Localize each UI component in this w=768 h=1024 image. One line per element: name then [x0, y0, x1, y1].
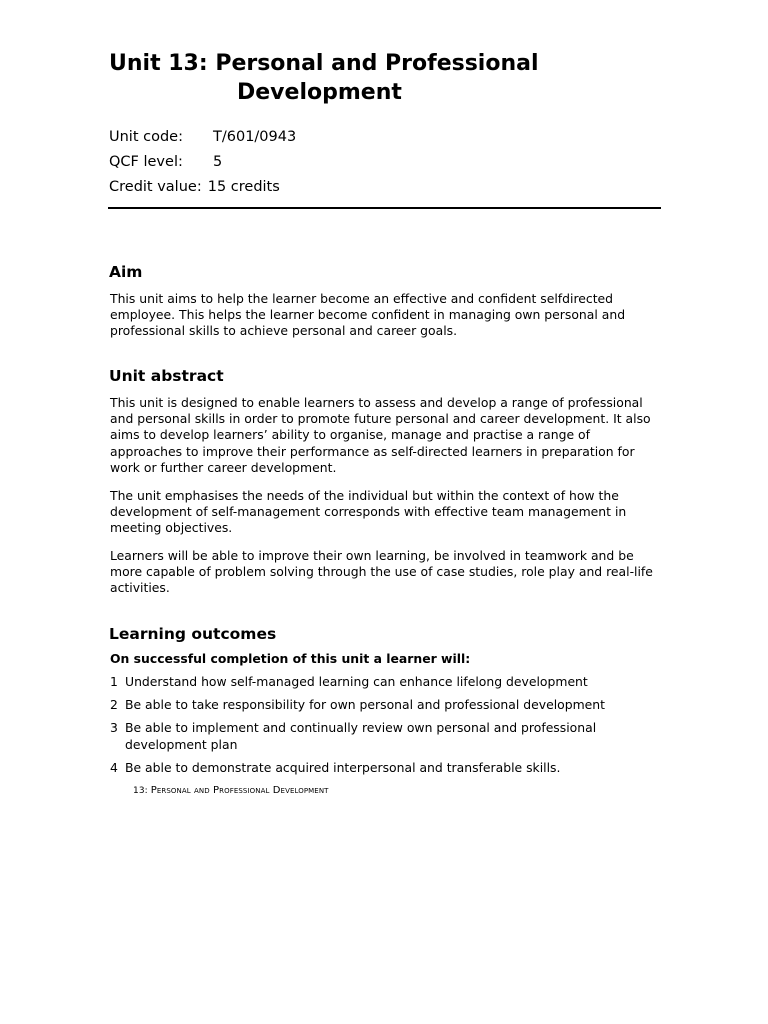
footer-unit-title: Personal and Professional Development: [150, 785, 329, 796]
list-item: [110, 760, 655, 776]
abstract-paragraph-1: This unit is designed to enable learners to assess and develop a range of professional and personal skills in order to promote future personal and career development. It also aims to develop learners’ ability to organise, manage and practise a range of approaches to improve their performance as self-directed learners in preparation for work or further career development.: [110, 395, 651, 475]
unit-abstract-heading: Unit abstract: [109, 367, 224, 385]
qcf-level-row: [109, 150, 296, 175]
outcome-number: 2: [110, 697, 118, 713]
unit-metadata: [109, 125, 296, 200]
title-line-2: Development: [237, 80, 402, 105]
unit-code-label: Unit code:: [109, 129, 183, 145]
abstract-paragraph-2: The unit emphasises the needs of the individual but within the context of how the development of self-management corresponds with effective team management in meeting objectives.: [110, 488, 627, 536]
learning-outcomes-list: [110, 674, 655, 776]
title-line-1: Unit 13: Personal and Professional: [109, 51, 539, 76]
list-item: [110, 720, 655, 752]
abstract-paragraph-3: Learners will be able to improve their own learning, be involved in teamwork and be more capable of problem solving through the use of case studies, role play and real-life activities.: [110, 548, 653, 596]
credit-value-row: [109, 175, 296, 200]
outcome-text: Be able to take responsibility for own personal and professional development: [125, 697, 605, 713]
outcome-number: 3: [110, 720, 118, 736]
horizontal-divider: [108, 207, 661, 209]
learning-outcomes-heading: Learning outcomes: [109, 625, 277, 643]
footer-unit-number: 13:: [133, 786, 148, 796]
qcf-level-label: QCF level:: [109, 154, 183, 170]
outcome-number: 1: [110, 674, 118, 689]
outcome-text: Be able to demonstrate acquired interpersonal and transferable skills.: [125, 759, 561, 775]
unit-code-value: T/601/0943: [213, 129, 297, 145]
unit-code-row: [109, 125, 296, 150]
outcome-text: Understand how self-managed learning can enhance lifelong development: [125, 674, 588, 689]
aim-text: This unit aims to help the learner become an effective and confident selfdirected employee. This helps the learner become confident in managing own personal and professional skills to achieve personal and career goals.: [110, 291, 626, 339]
credit-value-value: 15 credits: [207, 179, 280, 195]
outcome-number: 4: [110, 759, 118, 775]
list-item: [110, 697, 655, 713]
aim-heading: Aim: [109, 263, 143, 281]
page-title: [109, 49, 669, 107]
qcf-level-value: 5: [213, 154, 223, 170]
credit-value-label: Credit value:: [109, 179, 202, 195]
learning-outcomes-lead: On successful completion of this unit a learner will:: [110, 651, 471, 666]
page-footer: [133, 785, 329, 797]
list-item: [110, 674, 655, 690]
outcome-text: Be able to implement and continually review own personal and professional development plan: [125, 720, 597, 752]
